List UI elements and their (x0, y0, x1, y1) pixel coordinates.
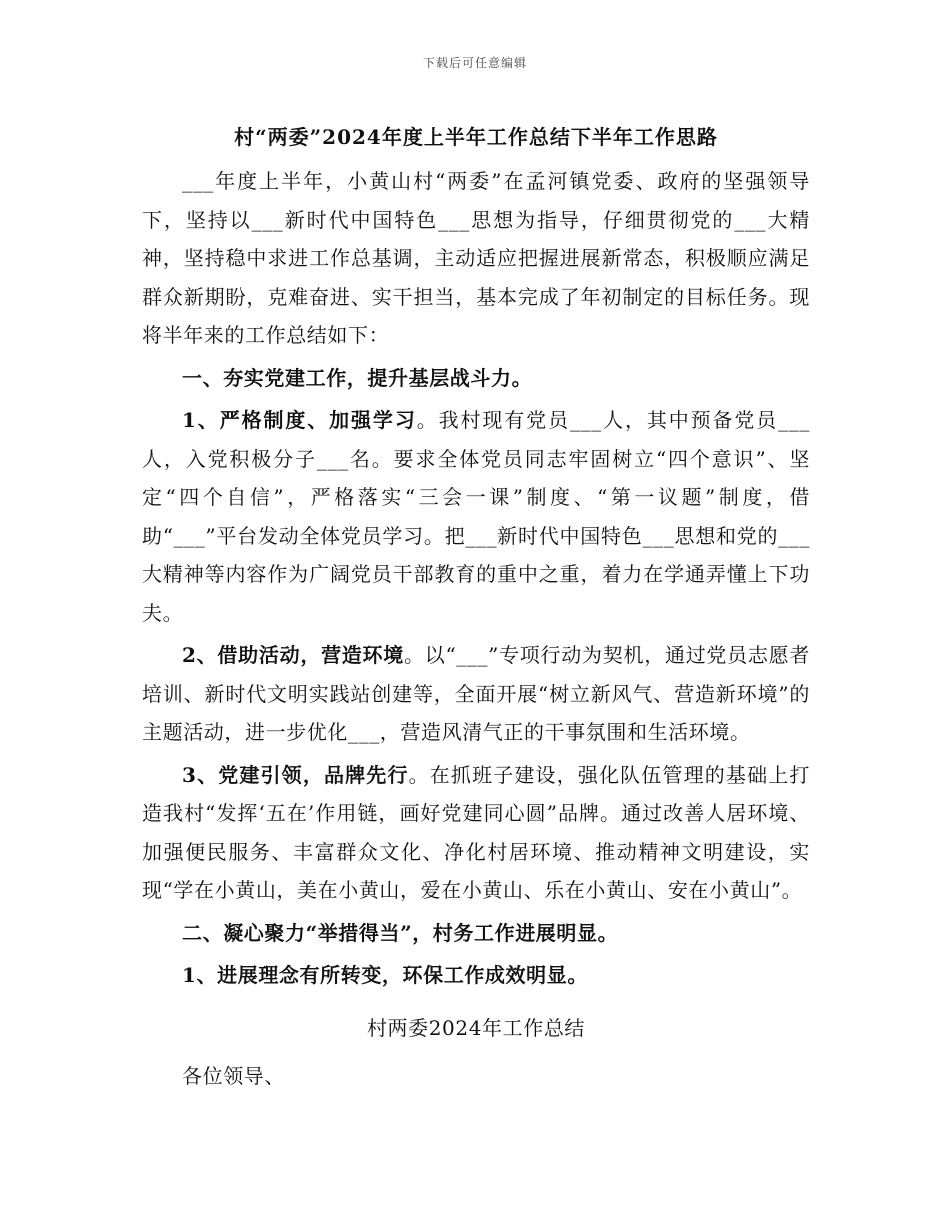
item-lead: 2、借助活动，营造环境 (182, 643, 405, 667)
document-title: 村“两委”2024年度上半年工作总结下半年工作思路 (234, 125, 718, 149)
second-document-title: 村两委2024年工作总结 (366, 1015, 586, 1040)
section-1-item-3 (142, 756, 810, 910)
document-page (142, 118, 810, 1095)
section-2-subheading: 1、进展理念有所转变，环保工作成效明显。 (182, 963, 588, 987)
section-1-heading: 一、夯实党建工作，提升基层战斗力。 (182, 365, 533, 390)
item-lead: 1、严格制度、加强学习 (182, 408, 417, 432)
intro-paragraph: ___年度上半年，小黄山村“两委”在孟河镇党委、政府的坚强领导下，坚持以___新时代中国特色___思想为指导，仔细贯彻党的___大精神，坚持稳中求进工作总基调，主动适应把握进展新常态，积极顺应满足群众新期盼，克难奋进、实干担当，基本完成了年初制定的目标任务。现将半年来的工作总结如下： (142, 169, 810, 347)
salutation: 各位领导、 (182, 1063, 285, 1088)
item-text: 。我村现有党员___人，其中预备党员___人，入党积极分子___名。要求全体党员同志牢固树立“四个意识”、坚定“四个自信”，严格落实“三会一课”制度、“第一议题”制度，借助“___”平台发动全体党员学习。把___新时代中国特色___思想和党的___大精神等内容作为广阔党员干部教育的重中之重，着力在学通弄懂上下功夫。 (142, 408, 810, 625)
section-1-item-2 (142, 636, 810, 752)
header-note: 下载后可任意编辑 (422, 56, 527, 70)
item-lead: 3、党建引领，品牌先行 (182, 762, 409, 787)
section-1-item-1 (142, 401, 810, 632)
item-text: 。在抓班子建设，强化队伍管理的基础上打造我村“发挥‘五在’作用链，画好党建同心圆”品牌。通过改善人居环境、加强便民服务、丰富群众文化、净化村居环境、推动精神文明建设，实现“学在小黄山，美在小黄山，爱在小黄山、乐在小黄山、安在小黄山”。 (142, 762, 810, 902)
section-2-heading: 二、凝心聚力“举措得当”，村务工作进展明显。 (182, 920, 619, 945)
item-text: 。以“___”专项行动为契机，通过党员志愿者培训、新时代文明实践站创建等，全面开展“树立新风气、营造新环境”的主题活动，进一步优化___，营造风清气正的干事氛围和生活环境。 (142, 643, 810, 744)
